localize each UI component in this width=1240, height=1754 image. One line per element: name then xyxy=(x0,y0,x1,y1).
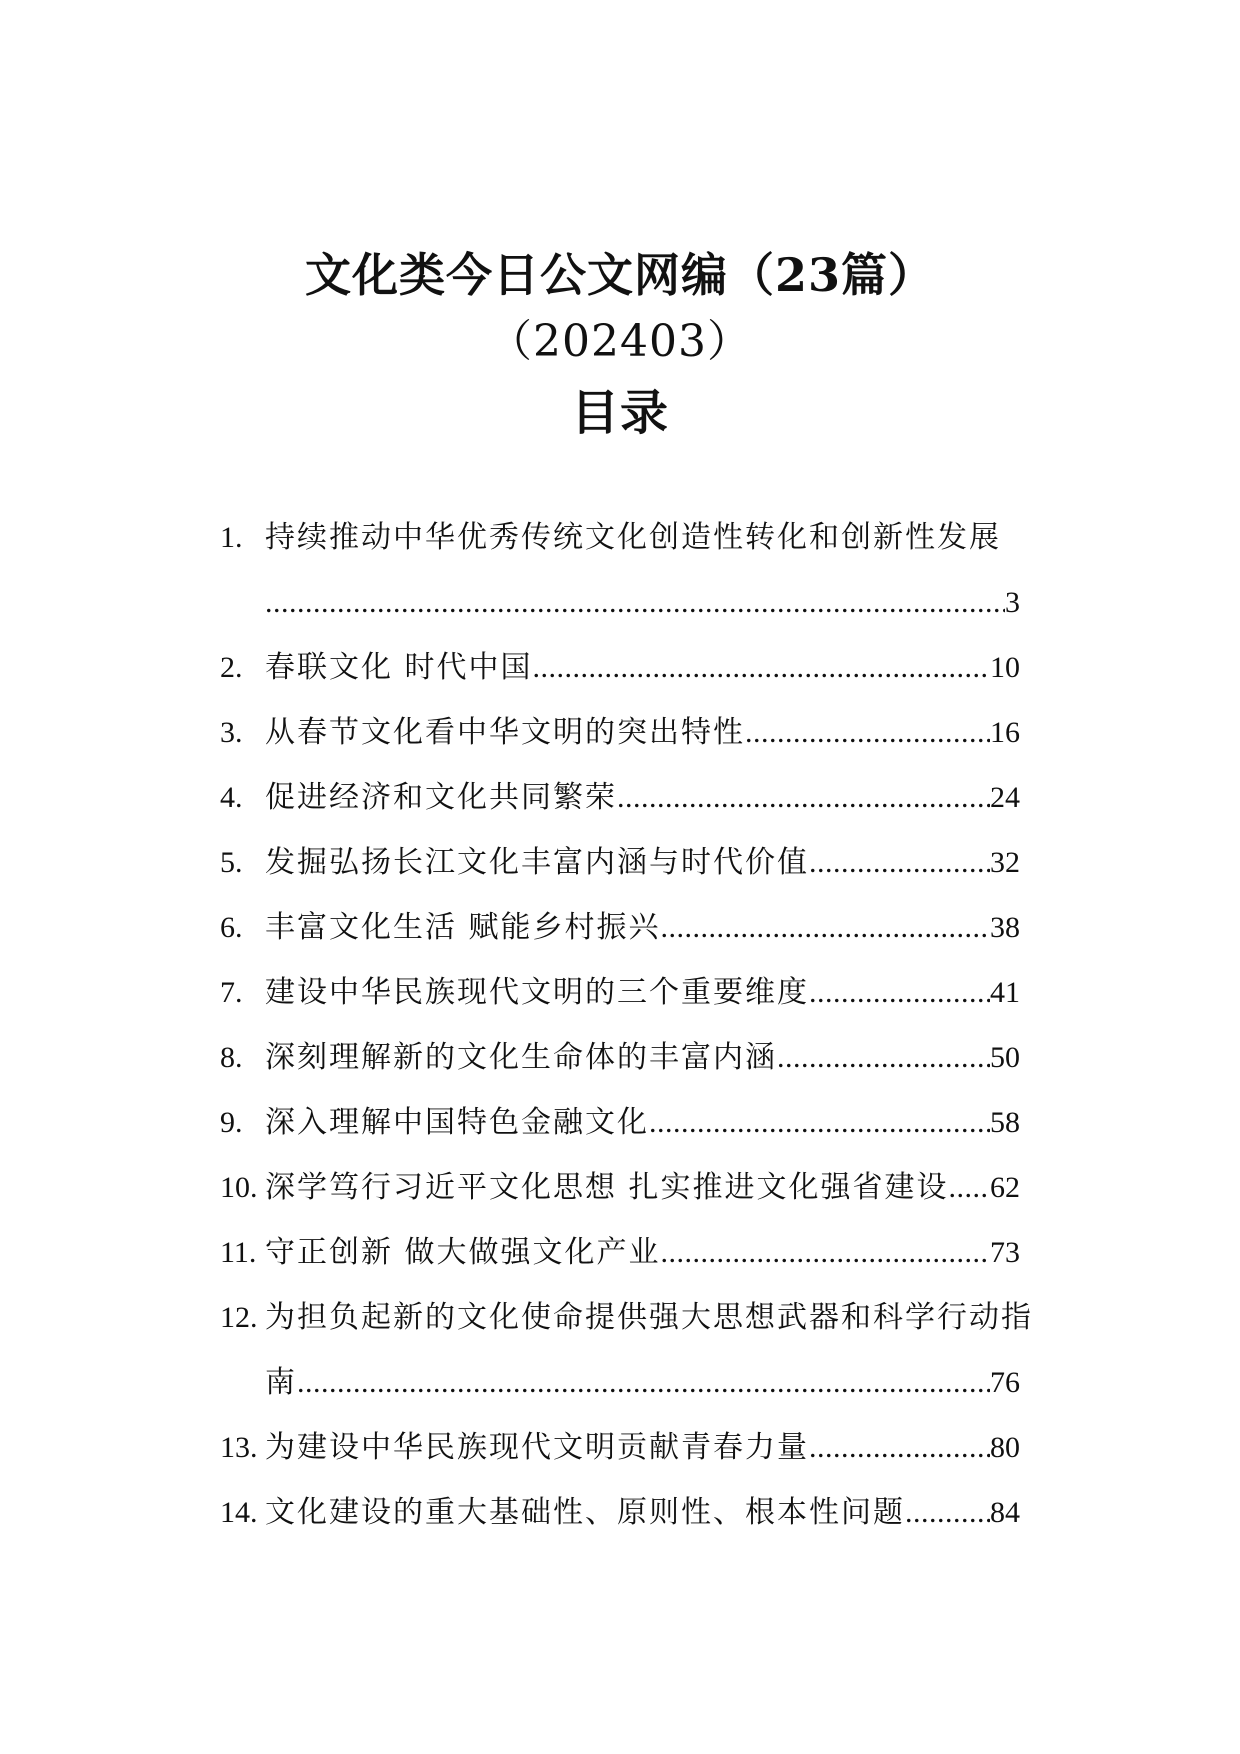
toc-entry-title: 发掘弘扬长江文化丰富内涵与时代价值 xyxy=(265,845,809,880)
toc-entry[interactable] xyxy=(220,1415,1020,1480)
toc-entry[interactable] xyxy=(220,1090,1020,1155)
toc-entry-page: 41 xyxy=(990,976,1020,1009)
toc-entry-page: 3 xyxy=(1005,586,1020,619)
toc-leader-dots xyxy=(265,570,1005,635)
toc-entry[interactable] xyxy=(220,1220,1020,1285)
toc-entry-number: 11. xyxy=(220,1236,257,1269)
toc-entry-title: 丰富文化生活 赋能乡村振兴 xyxy=(265,910,661,945)
toc-entry-title: 从春节文化看中华文明的突出特性 xyxy=(265,715,745,750)
toc-entry-number: 12. xyxy=(220,1301,258,1334)
toc-leader-dots xyxy=(533,635,990,700)
toc-leader-dots xyxy=(809,1415,990,1480)
toc-entry-number: 10. xyxy=(220,1171,258,1204)
toc-entry-page: 62 xyxy=(990,1171,1020,1204)
document-subtitle: （202403） xyxy=(488,316,752,367)
toc-entry[interactable] xyxy=(220,700,1020,765)
toc-entry-number: 14. xyxy=(220,1496,258,1529)
toc-entry[interactable] xyxy=(220,505,1020,635)
toc-leader-dots xyxy=(617,765,990,830)
toc-entry-number: 2. xyxy=(220,651,243,684)
toc-entry-page: 80 xyxy=(990,1431,1020,1464)
toc-entry-title: 深刻理解新的文化生命体的丰富内涵 xyxy=(265,1040,777,1075)
toc-entry-title: 文化建设的重大基础性、原则性、根本性问题 xyxy=(265,1495,905,1530)
toc-entry[interactable] xyxy=(220,960,1020,1025)
toc-entry-page: 38 xyxy=(990,911,1020,944)
toc-entry-number: 13. xyxy=(220,1431,258,1464)
toc-entry-title: 为建设中华民族现代文明贡献青春力量 xyxy=(265,1430,809,1465)
toc-leader-dots xyxy=(745,700,990,765)
toc-entry-page: 73 xyxy=(990,1236,1020,1269)
toc-leader-dots xyxy=(661,895,990,960)
toc-entry-page: 58 xyxy=(990,1106,1020,1139)
toc-entry-page: 50 xyxy=(990,1041,1020,1074)
toc-entry-title: 深入理解中国特色金融文化 xyxy=(265,1105,649,1140)
toc-leader-dots xyxy=(809,960,990,1025)
toc-entry-number: 3. xyxy=(220,716,243,749)
toc-entry-page: 16 xyxy=(990,716,1020,749)
toc-entry[interactable] xyxy=(220,895,1020,960)
toc-entry-page: 76 xyxy=(990,1366,1020,1399)
toc-entry-number: 8. xyxy=(220,1041,243,1074)
toc-leader-dots xyxy=(649,1090,990,1155)
toc-entry[interactable] xyxy=(220,765,1020,830)
toc-entry-title: 为担负起新的文化使命提供强大思想武器和科学行动指 xyxy=(265,1300,1033,1335)
toc-entry-title: 建设中华民族现代文明的三个重要维度 xyxy=(265,975,809,1010)
toc-leader-dots xyxy=(297,1350,990,1415)
toc-entry[interactable] xyxy=(220,830,1020,895)
toc-entry-title: 持续推动中华优秀传统文化创造性转化和创新性发展 xyxy=(265,520,1001,555)
toc-entry-title: 深学笃行习近平文化思想 扎实推进文化强省建设 xyxy=(265,1170,949,1205)
toc-entry-number: 6. xyxy=(220,911,243,944)
toc-leader-dots xyxy=(905,1480,990,1545)
toc-entry-title: 春联文化 时代中国 xyxy=(265,650,533,685)
toc-entry-page: 32 xyxy=(990,846,1020,879)
toc-entry[interactable] xyxy=(220,1285,1033,1415)
toc-entry[interactable] xyxy=(220,1155,1020,1220)
toc-entry-number: 7. xyxy=(220,976,243,1009)
toc-leader-dots xyxy=(661,1220,990,1285)
toc-entry[interactable] xyxy=(220,1480,1020,1545)
toc-entry[interactable] xyxy=(220,1025,1020,1090)
toc-entry[interactable] xyxy=(220,635,1020,700)
table-of-contents xyxy=(220,505,1033,1545)
toc-entry-page: 24 xyxy=(990,781,1020,814)
toc-entry-title: 守正创新 做大做强文化产业 xyxy=(265,1235,661,1270)
toc-entry-title-continued: 南 xyxy=(265,1365,297,1400)
toc-leader-dots xyxy=(777,1025,990,1090)
toc-entry-title: 促进经济和文化共同繁荣 xyxy=(265,780,617,815)
toc-leader-dots xyxy=(949,1155,990,1220)
document-header xyxy=(0,240,1240,448)
toc-entry-number: 1. xyxy=(220,521,243,554)
toc-entry-page: 10 xyxy=(990,651,1020,684)
document-title: 文化类今日公文网编（23篇） xyxy=(304,248,935,302)
toc-entry-page: 84 xyxy=(990,1496,1020,1529)
toc-heading: 目录 xyxy=(570,385,669,441)
toc-entry-number: 9. xyxy=(220,1106,243,1139)
toc-entry-number: 4. xyxy=(220,781,243,814)
toc-leader-dots xyxy=(809,830,990,895)
toc-entry-number: 5. xyxy=(220,846,243,879)
